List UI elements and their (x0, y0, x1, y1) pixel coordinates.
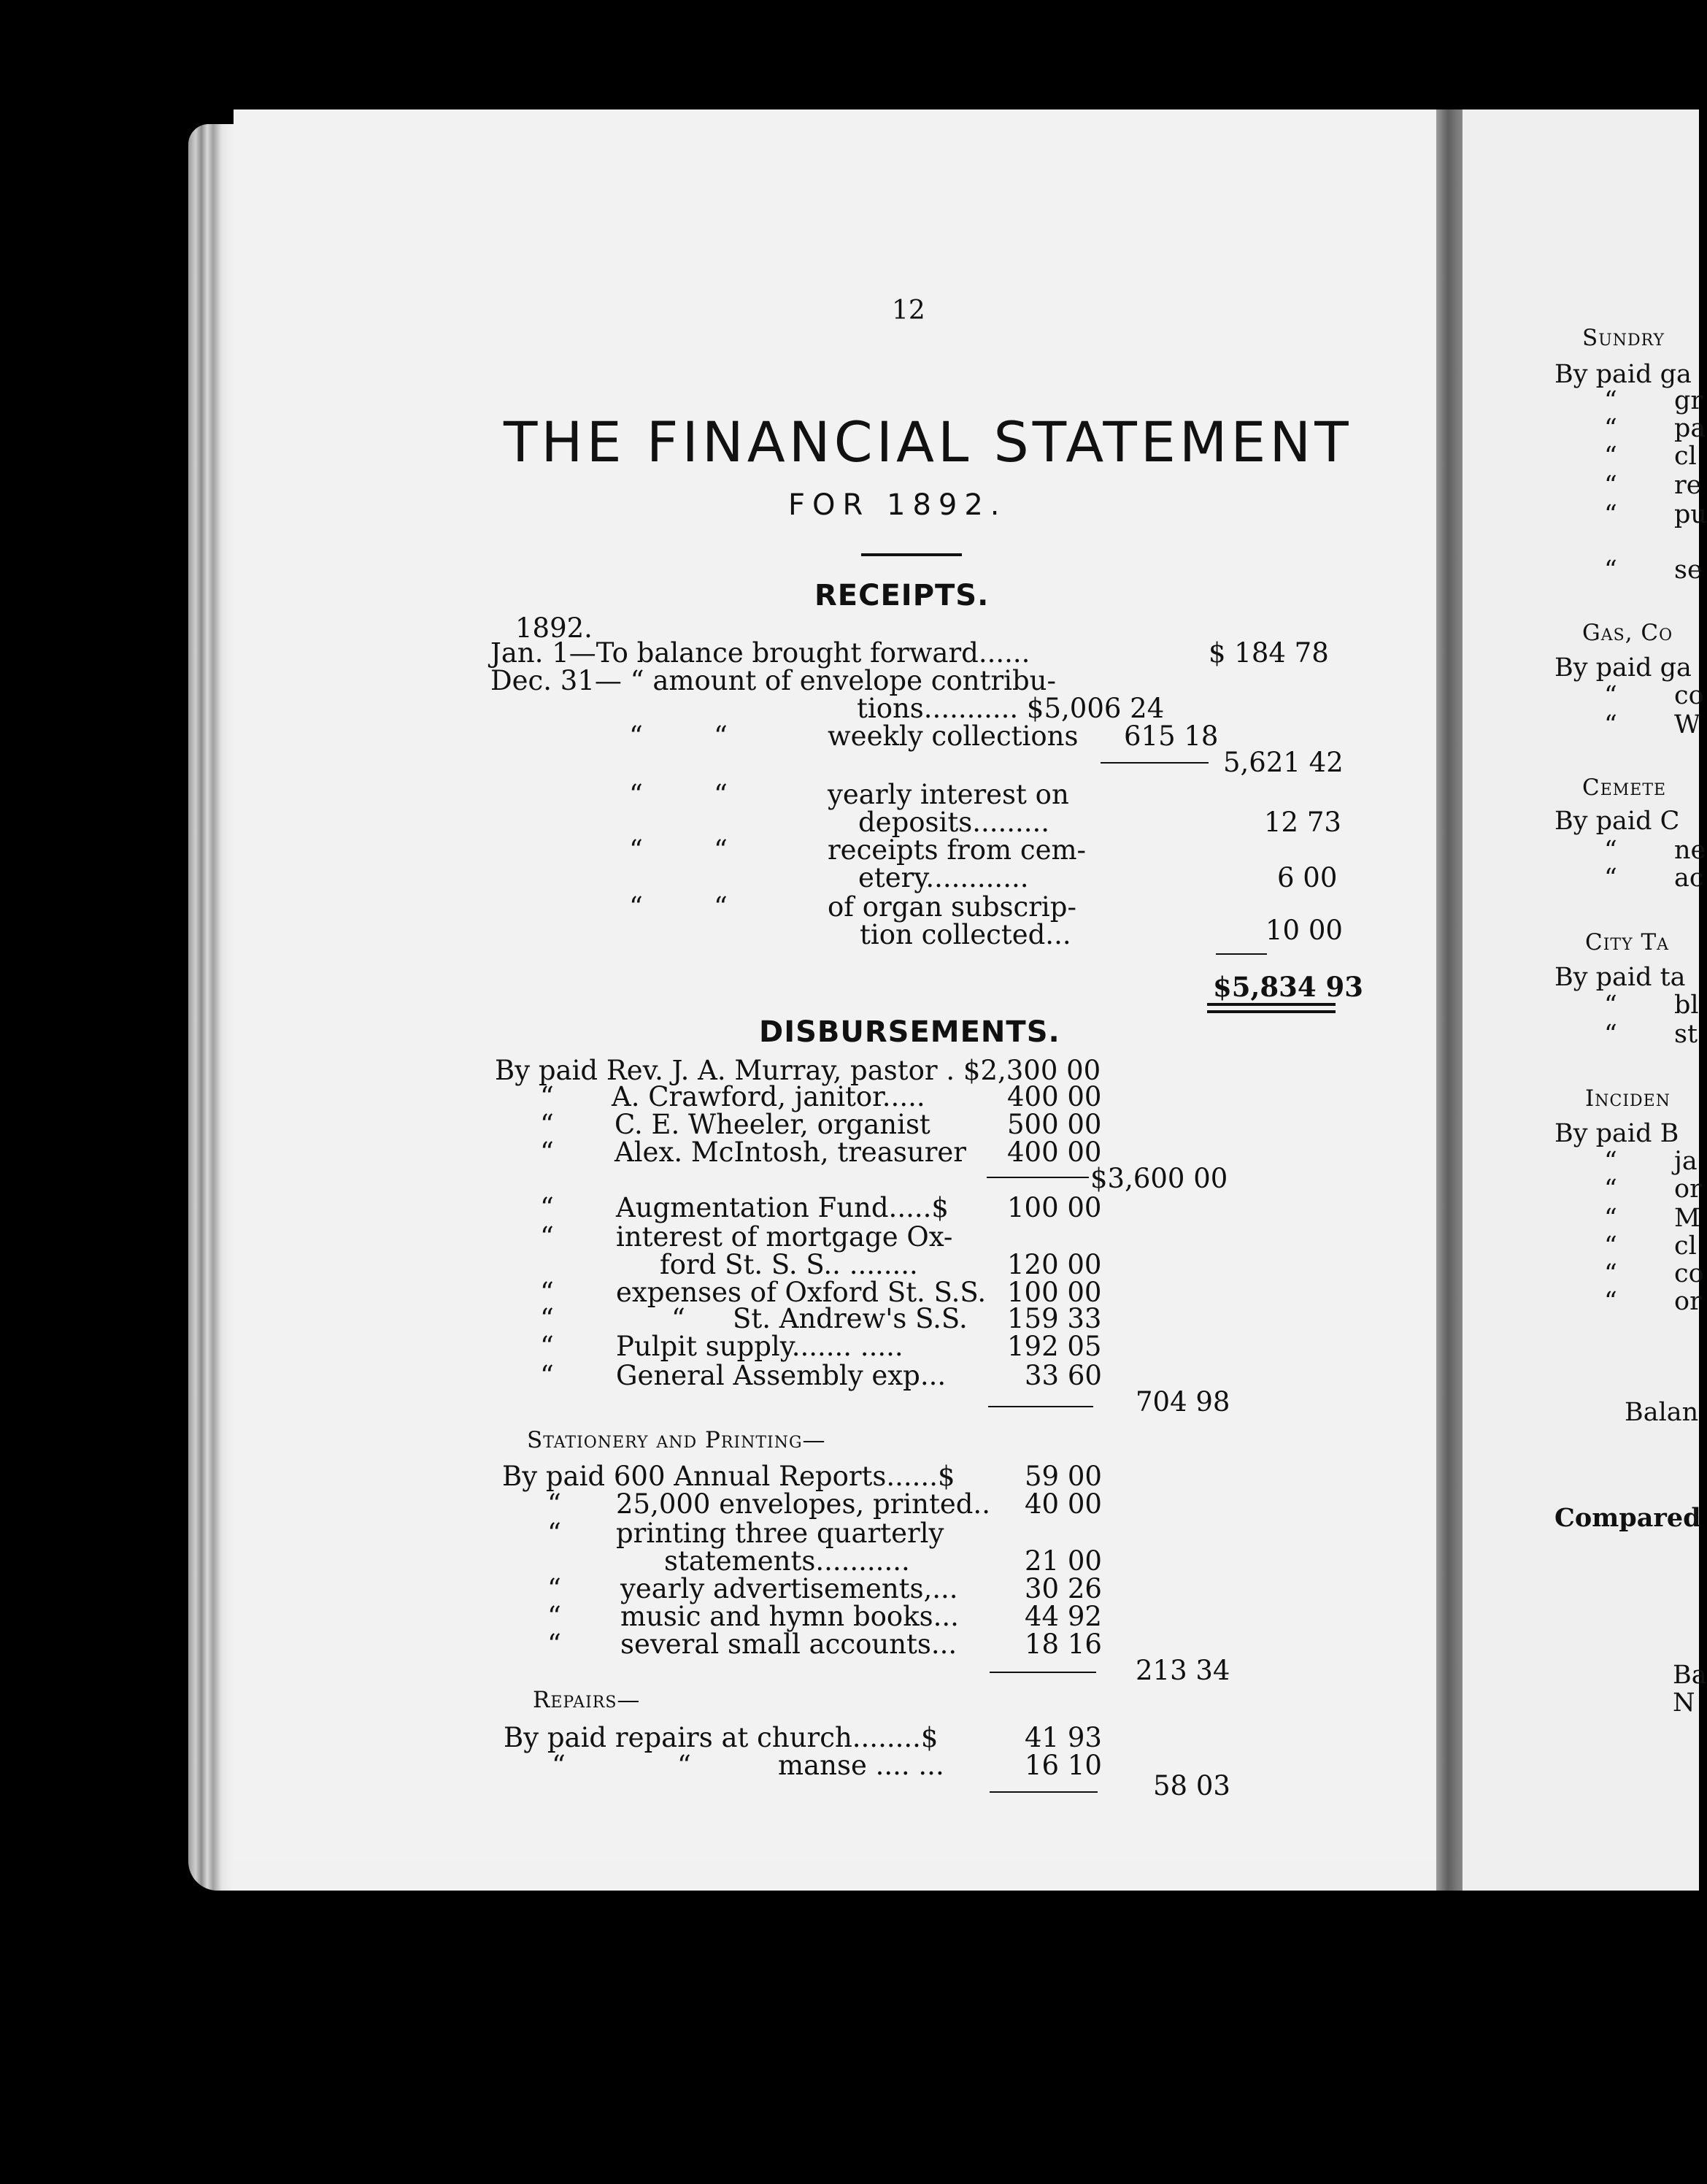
right-line: bl (1674, 991, 1699, 1020)
receipt-line: yearly interest on (828, 779, 1069, 810)
ditto-mark: “ (1604, 836, 1617, 865)
right-line: M (1674, 1204, 1700, 1233)
double-rule-bottom (1207, 1010, 1336, 1013)
receipt-amount: 615 18 (1124, 720, 1219, 752)
stationery-amount: 30 26 (1025, 1573, 1102, 1604)
ditto-mark: “ (1604, 681, 1617, 710)
ditto-mark: “ (714, 720, 728, 752)
right-heading: Sundry (1582, 325, 1665, 351)
right-line: re (1674, 471, 1702, 500)
receipt-total: 5,621 42 (1223, 747, 1344, 778)
disbursement-amount: 33 60 (1025, 1360, 1102, 1391)
receipts-heading: RECEIPTS. (814, 579, 990, 612)
stationery-line: several small accounts... (620, 1629, 957, 1660)
right-line: By paid ta (1554, 963, 1686, 992)
receipt-line: of organ subscrip- (828, 891, 1076, 923)
right-line: ne (1674, 836, 1706, 865)
receipt-total: 10 00 (1265, 915, 1343, 946)
stationery-amount: 40 00 (1025, 1488, 1102, 1520)
disbursement-line: A. Crawford, janitor..... (612, 1081, 925, 1112)
stationery-heading: Stationery and Printing— (527, 1427, 826, 1453)
ditto-mark: “ (1604, 500, 1617, 529)
page-subtitle: FOR 1892. (788, 488, 1007, 522)
right-line: Compared (1554, 1503, 1701, 1533)
disbursement-line: St. Andrew's S.S. (733, 1303, 968, 1334)
right-line: gr (1674, 386, 1703, 415)
stationery-line: By paid 600 Annual Reports......$ (502, 1461, 955, 1492)
ditto-mark: “ (547, 1518, 561, 1549)
disbursement-amount: 192 05 (1007, 1331, 1102, 1362)
right-line: ja (1674, 1147, 1698, 1176)
right-line: st (1674, 1020, 1698, 1049)
ditto-mark: “ (540, 1303, 554, 1334)
ditto-mark: “ (540, 1109, 554, 1140)
disbursement-line: Alex. McIntosh, treasurer (614, 1137, 966, 1168)
book-spine (1436, 109, 1463, 1891)
subtotal-rule (990, 1672, 1096, 1673)
disbursements-heading: DISBURSEMENTS. (759, 1015, 1060, 1049)
right-heading: Cemete (1582, 774, 1667, 801)
ditto-mark: “ (629, 720, 643, 752)
disbursement-subtotal: 704 98 (1136, 1386, 1230, 1418)
disbursement-line: ford St. S. S.. ........ (660, 1249, 918, 1280)
sum-rule (1216, 953, 1267, 955)
ditto-mark: “ (714, 891, 728, 923)
right-line: By paid B (1554, 1119, 1679, 1148)
subtotal-rule (987, 1177, 1089, 1178)
page-title: THE FINANCIAL STATEMENT (504, 410, 1352, 474)
receipt-line: receipts from cem- (828, 834, 1087, 866)
right-line: W (1674, 710, 1700, 739)
stationery-line: printing three quarterly (616, 1518, 944, 1549)
page-number: 12 (892, 296, 925, 326)
disbursement-amount: 100 00 (1007, 1192, 1102, 1223)
disbursement-amount: 120 00 (1007, 1249, 1102, 1280)
receipts-year: 1892. (515, 612, 593, 644)
title-rule (861, 553, 962, 556)
right-line: or (1674, 1174, 1702, 1204)
subtotal-rule (988, 1406, 1093, 1407)
subtotal-rule (1101, 762, 1209, 764)
subtotal-rule (990, 1791, 1098, 1793)
disbursement-line: interest of mortgage Ox- (616, 1221, 953, 1253)
ditto-mark: “ (547, 1601, 561, 1632)
ditto-mark: “ (1604, 864, 1617, 893)
ditto-mark: “ (714, 834, 728, 866)
ditto-mark: “ (1604, 991, 1617, 1020)
repairs-amount: 16 10 (1025, 1750, 1102, 1781)
stationery-amount: 21 00 (1025, 1545, 1102, 1577)
disbursement-amount: 159 33 (1007, 1303, 1102, 1334)
stationery-line: yearly advertisements,... (620, 1573, 958, 1604)
right-line: cl (1674, 1231, 1697, 1261)
repairs-amount: 41 93 (1025, 1722, 1102, 1753)
disbursement-subtotal: $3,600 00 (1090, 1163, 1228, 1194)
repairs-line: manse .... ... (778, 1750, 944, 1781)
stationery-line: statements........... (664, 1545, 910, 1577)
stationery-line: music and hymn books... (620, 1601, 959, 1632)
ditto-mark: “ (671, 1303, 685, 1334)
ditto-mark: “ (540, 1277, 554, 1308)
stationery-line: 25,000 envelopes, printed.. (616, 1488, 990, 1520)
repairs-subtotal: 58 03 (1153, 1770, 1230, 1802)
disbursement-amount: 400 00 (1007, 1081, 1102, 1112)
ditto-mark: “ (1604, 1147, 1617, 1176)
ditto-mark: “ (1604, 442, 1617, 471)
right-heading: Inciden (1585, 1085, 1671, 1112)
receipt-line: tion collected... (860, 919, 1071, 950)
receipt-line: Jan. 1—To balance brought forward...... (490, 637, 1030, 669)
right-heading: Gas, Co (1582, 620, 1673, 646)
ditto-mark: “ (540, 1221, 554, 1253)
right-line: N (1673, 1688, 1695, 1718)
stationery-subtotal: 213 34 (1136, 1655, 1230, 1686)
disbursement-line: By paid Rev. J. A. Murray, pastor . $2,300 00 (495, 1055, 1101, 1086)
ditto-mark: “ (547, 1488, 561, 1520)
ditto-mark: “ (540, 1331, 554, 1362)
disbursement-line: expenses of Oxford St. S.S. (616, 1277, 987, 1308)
right-line: pa (1674, 414, 1706, 443)
receipts-grand-total: $5,834 93 (1213, 971, 1363, 1003)
right-line: By paid ga (1554, 653, 1692, 682)
ditto-mark: “ (1604, 414, 1617, 443)
receipt-line: etery............ (858, 862, 1029, 893)
receipt-line: weekly collections (828, 720, 1079, 752)
ditto-mark: “ (629, 779, 643, 810)
repairs-heading: Repairs— (533, 1687, 641, 1713)
receipt-total: $ 184 78 (1209, 637, 1329, 669)
disbursement-line: General Assembly exp... (616, 1360, 947, 1391)
receipt-line: tions........... $5,006 24 (857, 693, 1165, 724)
stationery-amount: 44 92 (1025, 1601, 1102, 1632)
receipt-total: 12 73 (1264, 807, 1341, 838)
right-line: se (1674, 555, 1703, 585)
ditto-mark: “ (1604, 1204, 1617, 1233)
right-line: cl (1674, 442, 1697, 471)
ditto-mark: “ (1604, 1174, 1617, 1204)
disbursement-line: Pulpit supply....... ..... (616, 1331, 903, 1362)
disbursement-amount: 100 00 (1007, 1277, 1102, 1308)
right-line: pu (1674, 500, 1707, 529)
repairs-line: By paid repairs at church........$ (504, 1722, 939, 1753)
right-line: By paid ga (1554, 360, 1692, 389)
ditto-mark: “ (552, 1750, 566, 1781)
ditto-mark: “ (1604, 1020, 1617, 1049)
ditto-mark: “ (547, 1573, 561, 1604)
disbursement-line: C. E. Wheeler, organist (614, 1109, 930, 1140)
right-line: By paid C (1554, 807, 1680, 836)
ditto-mark: “ (540, 1192, 554, 1223)
ditto-mark: “ (1604, 1259, 1617, 1288)
right-line: Ba (1673, 1661, 1707, 1690)
ditto-mark: “ (1604, 1231, 1617, 1261)
ditto-mark: “ (1604, 471, 1617, 500)
right-heading: City Ta (1585, 929, 1670, 956)
right-line: or (1674, 1287, 1702, 1316)
stationery-amount: 59 00 (1025, 1461, 1102, 1492)
ditto-mark: “ (547, 1629, 561, 1660)
right-line: co (1674, 1259, 1704, 1288)
ditto-mark: “ (629, 834, 643, 866)
right-line: Balan (1625, 1398, 1699, 1427)
ditto-mark: “ (714, 779, 728, 810)
right-line: ac (1674, 864, 1704, 893)
disbursement-amount: 500 00 (1007, 1109, 1102, 1140)
right-line: co (1674, 681, 1704, 710)
disbursement-amount: 400 00 (1007, 1137, 1102, 1168)
ditto-mark: “ (540, 1137, 554, 1168)
receipt-line: Dec. 31— “ amount of envelope contribu- (490, 665, 1056, 696)
receipt-line: deposits......... (858, 807, 1050, 838)
ditto-mark: “ (1604, 1287, 1617, 1316)
double-rule-top (1207, 1003, 1336, 1006)
disbursement-line: Augmentation Fund.....$ (616, 1192, 949, 1223)
ditto-mark: “ (1604, 710, 1617, 739)
ditto-mark: “ (677, 1750, 691, 1781)
receipt-total: 6 00 (1277, 862, 1338, 893)
stationery-amount: 18 16 (1025, 1629, 1102, 1660)
ditto-mark: “ (629, 891, 643, 923)
ditto-mark: “ (1604, 555, 1617, 585)
ditto-mark: “ (540, 1360, 554, 1391)
ditto-mark: “ (1604, 386, 1617, 415)
ditto-mark: “ (540, 1081, 554, 1112)
